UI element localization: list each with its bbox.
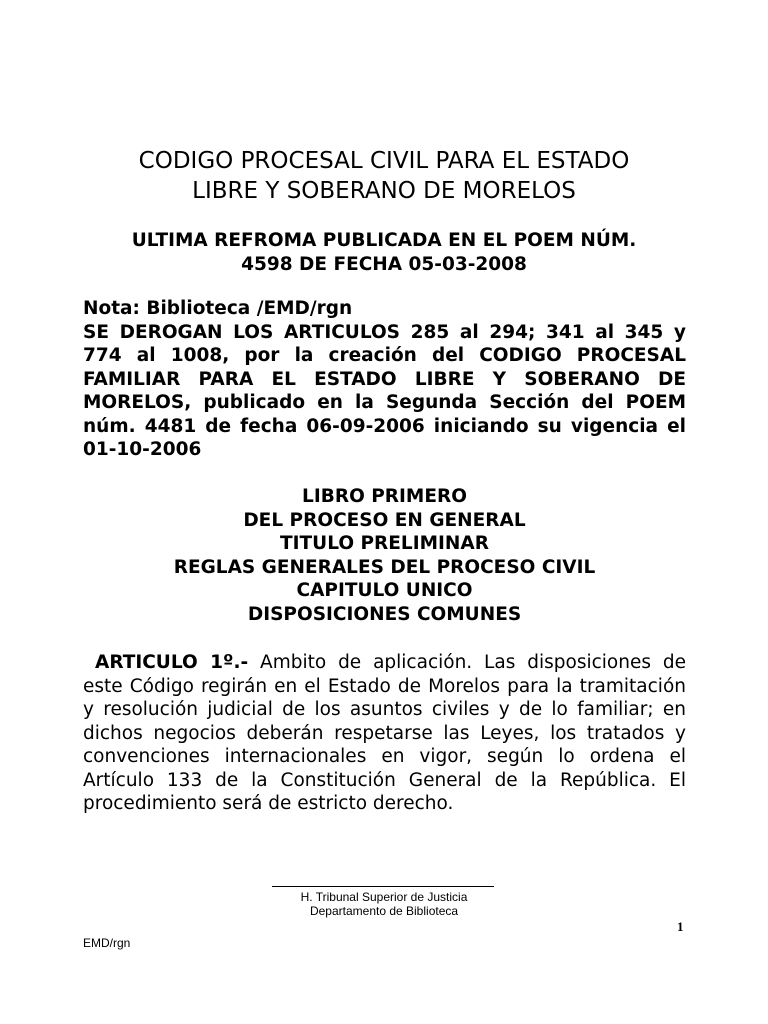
section-heading: LIBRO PRIMERO (302, 486, 467, 507)
footer-institution: H. Tribunal Superior de Justicia (300, 890, 468, 904)
section-heading: CAPITULO UNICO (296, 580, 473, 601)
library-note (83, 297, 686, 462)
section-heading: TITULO PRELIMINAR (280, 533, 489, 554)
section-heading: REGLAS GENERALES DEL PROCESO CIVIL (173, 556, 596, 578)
section-heading: DISPOSICIONES COMUNES (247, 603, 522, 625)
title-line-1: CODIGO PROCESAL CIVIL PARA EL ESTADO (138, 148, 630, 174)
note-body: SE DEROGAN LOS ARTICULOS 285 al 294; 341 al 345 y 774 al 1008, por la creación del CODIGO PROCESAL FAMILIAR PARA EL ESTADO LIBRE Y SOBERANO DE MORELOS, publicado en la Segunda Sección del POEM núm. 4481 de fecha 06-09-2006 iniciando su vigencia el 01-10-2006 (83, 321, 686, 460)
page-footer (200, 890, 568, 918)
section-headings (83, 485, 686, 626)
subtitle-line-1: ULTIMA REFROMA PUBLICADA EN EL POEM NÚM. (131, 230, 637, 251)
article-1 (83, 651, 686, 816)
footer-initials: EMD/rgn (83, 936, 131, 950)
footer-divider (272, 886, 494, 887)
page-number: 1 (677, 919, 684, 934)
title-line-2: LIBRE Y SOBERANO DE MORELOS (192, 178, 576, 204)
reform-subtitle (70, 229, 698, 277)
document-title (70, 146, 698, 206)
article-text: Ambito de aplicación. Las disposiciones de este Código regirán en el Estado de Morelos para la tramitación y resolución judicial de los asuntos civiles y de lo familiar; en dichos negocios deberán respetarse las Leyes, los tratados y convenciones internacionales en vigor, según lo ordena el Artículo 133 de la Constitución General de la República. El procedimiento será de estricto derecho. (83, 652, 686, 814)
footer-department: Departamento de Biblioteca (309, 904, 459, 918)
subtitle-line-2: 4598 DE FECHA 05-03-2008 (241, 254, 527, 275)
note-label: Nota: Biblioteca /EMD/rgn (83, 298, 353, 319)
article-heading: ARTICULO 1º.- (95, 652, 249, 673)
section-heading: DEL PROCESO EN GENERAL (243, 509, 526, 531)
